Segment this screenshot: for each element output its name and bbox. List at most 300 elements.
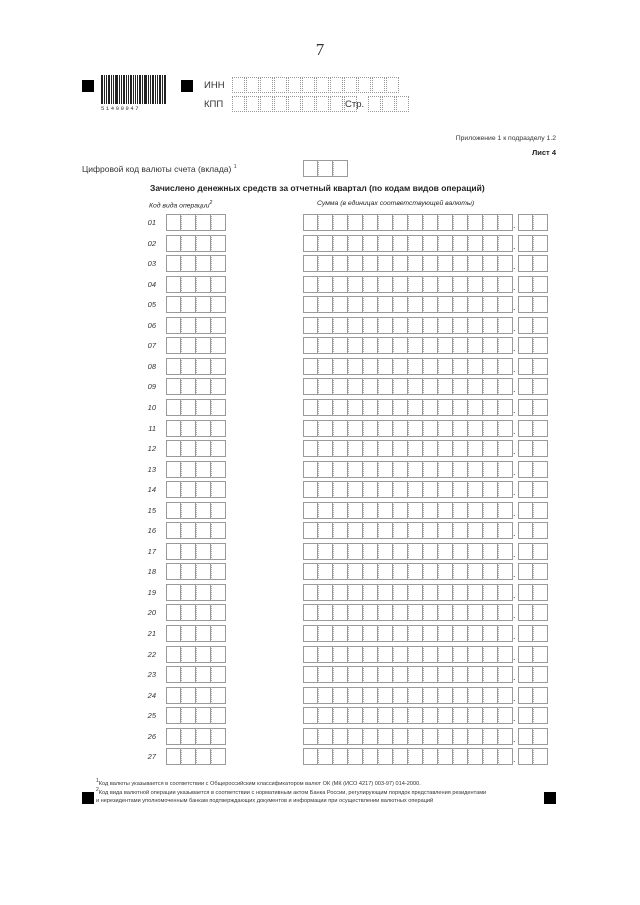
amount-integer-cell[interactable] <box>333 276 348 293</box>
amount-integer-cell[interactable] <box>423 625 438 642</box>
operation-code-field[interactable] <box>166 399 226 416</box>
amount-integer-cell[interactable] <box>408 666 423 683</box>
currency-code-field[interactable] <box>303 160 348 177</box>
inn-cell[interactable] <box>274 77 287 93</box>
amount-integer-cell[interactable] <box>318 378 333 395</box>
amount-integer-cell[interactable] <box>468 604 483 621</box>
amount-integer-cell[interactable] <box>363 255 378 272</box>
amount-integer-cell[interactable] <box>393 481 408 498</box>
amount-fraction-cell[interactable] <box>533 235 548 252</box>
amount-integer-cell[interactable] <box>348 604 363 621</box>
amount-integer-cell[interactable] <box>468 255 483 272</box>
amount-integer-cell[interactable] <box>378 522 393 539</box>
amount-fraction-field[interactable] <box>518 317 548 334</box>
amount-integer-cell[interactable] <box>408 420 423 437</box>
amount-integer-cell[interactable] <box>438 728 453 745</box>
operation-code-cell[interactable] <box>196 276 211 293</box>
amount-integer-cell[interactable] <box>438 687 453 704</box>
currency-code-cell[interactable] <box>333 160 348 177</box>
operation-code-field[interactable] <box>166 296 226 313</box>
amount-integer-cell[interactable] <box>333 399 348 416</box>
operation-code-field[interactable] <box>166 214 226 231</box>
amount-integer-cell[interactable] <box>378 604 393 621</box>
amount-integer-cell[interactable] <box>393 584 408 601</box>
amount-integer-cell[interactable] <box>378 235 393 252</box>
amount-integer-cell[interactable] <box>423 235 438 252</box>
amount-integer-cell[interactable] <box>483 481 498 498</box>
amount-integer-cell[interactable] <box>498 399 513 416</box>
amount-integer-cell[interactable] <box>303 481 318 498</box>
operation-code-cell[interactable] <box>181 604 196 621</box>
operation-code-cell[interactable] <box>181 214 196 231</box>
amount-integer-cell[interactable] <box>468 522 483 539</box>
amount-integer-cell[interactable] <box>453 728 468 745</box>
amount-integer-cell[interactable] <box>438 522 453 539</box>
operation-code-cell[interactable] <box>211 563 226 580</box>
operation-code-cell[interactable] <box>196 255 211 272</box>
kpp-cell[interactable] <box>316 96 329 112</box>
amount-integer-cell[interactable] <box>348 337 363 354</box>
amount-integer-cell[interactable] <box>378 625 393 642</box>
amount-integer-cell[interactable] <box>333 707 348 724</box>
amount-fraction-cell[interactable] <box>518 461 533 478</box>
amount-integer-cell[interactable] <box>348 563 363 580</box>
amount-integer-cell[interactable] <box>498 235 513 252</box>
operation-code-cell[interactable] <box>181 317 196 334</box>
amount-integer-cell[interactable] <box>408 358 423 375</box>
amount-integer-cell[interactable] <box>468 399 483 416</box>
inn-cell[interactable] <box>344 77 357 93</box>
amount-integer-field[interactable] <box>303 707 513 724</box>
amount-integer-cell[interactable] <box>378 276 393 293</box>
operation-code-cell[interactable] <box>166 666 181 683</box>
amount-integer-cell[interactable] <box>423 481 438 498</box>
operation-code-field[interactable] <box>166 276 226 293</box>
amount-integer-cell[interactable] <box>378 584 393 601</box>
operation-code-field[interactable] <box>166 420 226 437</box>
amount-integer-cell[interactable] <box>363 358 378 375</box>
amount-integer-cell[interactable] <box>408 481 423 498</box>
amount-fraction-cell[interactable] <box>533 563 548 580</box>
operation-code-cell[interactable] <box>181 358 196 375</box>
amount-integer-cell[interactable] <box>318 420 333 437</box>
operation-code-cell[interactable] <box>181 543 196 560</box>
amount-integer-field[interactable] <box>303 255 513 272</box>
amount-integer-cell[interactable] <box>363 317 378 334</box>
operation-code-field[interactable] <box>166 666 226 683</box>
operation-code-cell[interactable] <box>181 687 196 704</box>
amount-integer-cell[interactable] <box>378 255 393 272</box>
amount-integer-cell[interactable] <box>393 276 408 293</box>
amount-fraction-cell[interactable] <box>533 420 548 437</box>
operation-code-field[interactable] <box>166 563 226 580</box>
amount-integer-cell[interactable] <box>423 399 438 416</box>
amount-integer-cell[interactable] <box>348 543 363 560</box>
amount-integer-cell[interactable] <box>453 666 468 683</box>
amount-integer-cell[interactable] <box>408 625 423 642</box>
amount-integer-cell[interactable] <box>453 502 468 519</box>
amount-integer-cell[interactable] <box>483 666 498 683</box>
amount-integer-cell[interactable] <box>468 296 483 313</box>
operation-code-cell[interactable] <box>211 728 226 745</box>
amount-fraction-cell[interactable] <box>518 317 533 334</box>
amount-integer-cell[interactable] <box>453 399 468 416</box>
operation-code-field[interactable] <box>166 358 226 375</box>
amount-fraction-field[interactable] <box>518 296 548 313</box>
kpp-cell[interactable] <box>260 96 273 112</box>
amount-integer-field[interactable] <box>303 584 513 601</box>
amount-fraction-cell[interactable] <box>533 502 548 519</box>
operation-code-cell[interactable] <box>166 563 181 580</box>
amount-integer-cell[interactable] <box>468 420 483 437</box>
amount-integer-cell[interactable] <box>453 522 468 539</box>
amount-integer-field[interactable] <box>303 235 513 252</box>
amount-fraction-cell[interactable] <box>518 358 533 375</box>
amount-integer-cell[interactable] <box>498 543 513 560</box>
amount-fraction-field[interactable] <box>518 728 548 745</box>
amount-integer-cell[interactable] <box>498 440 513 457</box>
amount-integer-cell[interactable] <box>423 543 438 560</box>
amount-fraction-cell[interactable] <box>533 461 548 478</box>
amount-integer-field[interactable] <box>303 666 513 683</box>
operation-code-field[interactable] <box>166 481 226 498</box>
amount-integer-cell[interactable] <box>483 728 498 745</box>
inn-cell[interactable] <box>302 77 315 93</box>
amount-fraction-cell[interactable] <box>533 728 548 745</box>
amount-integer-cell[interactable] <box>453 296 468 313</box>
amount-fraction-cell[interactable] <box>533 317 548 334</box>
amount-integer-field[interactable] <box>303 625 513 642</box>
amount-integer-cell[interactable] <box>408 563 423 580</box>
amount-integer-cell[interactable] <box>318 728 333 745</box>
amount-integer-cell[interactable] <box>363 440 378 457</box>
amount-fraction-cell[interactable] <box>533 584 548 601</box>
amount-integer-cell[interactable] <box>483 543 498 560</box>
amount-integer-field[interactable] <box>303 399 513 416</box>
amount-integer-cell[interactable] <box>363 337 378 354</box>
amount-integer-cell[interactable] <box>348 707 363 724</box>
amount-integer-cell[interactable] <box>423 337 438 354</box>
amount-fraction-cell[interactable] <box>518 276 533 293</box>
currency-code-cell[interactable] <box>303 160 318 177</box>
amount-integer-cell[interactable] <box>393 625 408 642</box>
amount-integer-cell[interactable] <box>393 728 408 745</box>
amount-fraction-cell[interactable] <box>518 625 533 642</box>
amount-integer-cell[interactable] <box>498 728 513 745</box>
amount-integer-cell[interactable] <box>498 481 513 498</box>
operation-code-cell[interactable] <box>211 522 226 539</box>
amount-integer-cell[interactable] <box>303 461 318 478</box>
amount-integer-field[interactable] <box>303 378 513 395</box>
amount-integer-cell[interactable] <box>348 481 363 498</box>
amount-integer-cell[interactable] <box>363 276 378 293</box>
amount-integer-cell[interactable] <box>333 461 348 478</box>
amount-fraction-cell[interactable] <box>533 255 548 272</box>
amount-integer-cell[interactable] <box>453 707 468 724</box>
currency-code-cell[interactable] <box>318 160 333 177</box>
amount-integer-cell[interactable] <box>483 276 498 293</box>
amount-integer-cell[interactable] <box>408 317 423 334</box>
amount-integer-cell[interactable] <box>468 317 483 334</box>
operation-code-cell[interactable] <box>181 522 196 539</box>
amount-integer-cell[interactable] <box>303 748 318 765</box>
amount-fraction-cell[interactable] <box>518 604 533 621</box>
amount-integer-cell[interactable] <box>303 235 318 252</box>
amount-integer-cell[interactable] <box>423 296 438 313</box>
amount-integer-cell[interactable] <box>303 358 318 375</box>
amount-integer-cell[interactable] <box>483 604 498 621</box>
amount-integer-cell[interactable] <box>423 255 438 272</box>
amount-fraction-field[interactable] <box>518 687 548 704</box>
amount-integer-cell[interactable] <box>363 378 378 395</box>
operation-code-cell[interactable] <box>196 666 211 683</box>
operation-code-field[interactable] <box>166 378 226 395</box>
amount-integer-cell[interactable] <box>363 214 378 231</box>
amount-integer-cell[interactable] <box>303 337 318 354</box>
amount-integer-cell[interactable] <box>408 235 423 252</box>
operation-code-field[interactable] <box>166 604 226 621</box>
amount-integer-cell[interactable] <box>318 399 333 416</box>
amount-integer-cell[interactable] <box>483 420 498 437</box>
amount-integer-cell[interactable] <box>318 502 333 519</box>
inn-cell[interactable] <box>358 77 371 93</box>
amount-integer-cell[interactable] <box>363 399 378 416</box>
amount-integer-cell[interactable] <box>333 255 348 272</box>
amount-fraction-field[interactable] <box>518 584 548 601</box>
amount-integer-cell[interactable] <box>363 522 378 539</box>
amount-integer-cell[interactable] <box>408 707 423 724</box>
kpp-field[interactable] <box>232 96 358 112</box>
operation-code-cell[interactable] <box>211 748 226 765</box>
amount-integer-cell[interactable] <box>423 666 438 683</box>
amount-integer-cell[interactable] <box>333 563 348 580</box>
amount-integer-cell[interactable] <box>498 625 513 642</box>
operation-code-cell[interactable] <box>211 461 226 478</box>
amount-integer-cell[interactable] <box>438 214 453 231</box>
amount-integer-cell[interactable] <box>483 646 498 663</box>
amount-integer-field[interactable] <box>303 748 513 765</box>
operation-code-cell[interactable] <box>211 399 226 416</box>
operation-code-cell[interactable] <box>166 481 181 498</box>
amount-integer-cell[interactable] <box>468 502 483 519</box>
amount-integer-cell[interactable] <box>453 214 468 231</box>
amount-integer-cell[interactable] <box>333 646 348 663</box>
amount-integer-cell[interactable] <box>363 584 378 601</box>
amount-integer-cell[interactable] <box>333 502 348 519</box>
amount-fraction-field[interactable] <box>518 625 548 642</box>
operation-code-cell[interactable] <box>166 276 181 293</box>
operation-code-field[interactable] <box>166 748 226 765</box>
amount-integer-cell[interactable] <box>348 378 363 395</box>
operation-code-cell[interactable] <box>196 358 211 375</box>
amount-integer-cell[interactable] <box>318 604 333 621</box>
page-cell[interactable] <box>396 96 409 112</box>
amount-fraction-field[interactable] <box>518 440 548 457</box>
operation-code-cell[interactable] <box>196 646 211 663</box>
amount-integer-cell[interactable] <box>438 337 453 354</box>
amount-integer-cell[interactable] <box>438 748 453 765</box>
amount-integer-cell[interactable] <box>453 255 468 272</box>
operation-code-cell[interactable] <box>196 748 211 765</box>
amount-integer-cell[interactable] <box>348 502 363 519</box>
amount-integer-cell[interactable] <box>423 522 438 539</box>
amount-integer-cell[interactable] <box>453 625 468 642</box>
amount-integer-cell[interactable] <box>453 317 468 334</box>
amount-integer-cell[interactable] <box>483 399 498 416</box>
operation-code-field[interactable] <box>166 235 226 252</box>
amount-fraction-cell[interactable] <box>533 707 548 724</box>
amount-fraction-cell[interactable] <box>518 420 533 437</box>
amount-integer-cell[interactable] <box>438 317 453 334</box>
operation-code-cell[interactable] <box>196 317 211 334</box>
amount-integer-cell[interactable] <box>378 707 393 724</box>
amount-integer-field[interactable] <box>303 317 513 334</box>
amount-integer-cell[interactable] <box>438 666 453 683</box>
inn-cell[interactable] <box>232 77 245 93</box>
operation-code-cell[interactable] <box>196 399 211 416</box>
operation-code-cell[interactable] <box>211 646 226 663</box>
operation-code-field[interactable] <box>166 543 226 560</box>
amount-integer-cell[interactable] <box>423 728 438 745</box>
operation-code-cell[interactable] <box>196 522 211 539</box>
amount-integer-cell[interactable] <box>348 687 363 704</box>
amount-integer-cell[interactable] <box>453 420 468 437</box>
amount-fraction-field[interactable] <box>518 502 548 519</box>
operation-code-field[interactable] <box>166 522 226 539</box>
operation-code-cell[interactable] <box>181 563 196 580</box>
amount-integer-cell[interactable] <box>303 522 318 539</box>
amount-integer-cell[interactable] <box>438 276 453 293</box>
amount-integer-cell[interactable] <box>378 420 393 437</box>
amount-fraction-field[interactable] <box>518 378 548 395</box>
operation-code-cell[interactable] <box>211 666 226 683</box>
amount-integer-cell[interactable] <box>348 728 363 745</box>
amount-integer-cell[interactable] <box>393 337 408 354</box>
amount-integer-cell[interactable] <box>483 563 498 580</box>
amount-integer-cell[interactable] <box>453 378 468 395</box>
operation-code-cell[interactable] <box>211 502 226 519</box>
amount-integer-cell[interactable] <box>483 461 498 478</box>
amount-integer-cell[interactable] <box>303 584 318 601</box>
amount-integer-cell[interactable] <box>408 646 423 663</box>
amount-integer-cell[interactable] <box>378 748 393 765</box>
operation-code-cell[interactable] <box>211 255 226 272</box>
amount-fraction-cell[interactable] <box>533 296 548 313</box>
amount-integer-cell[interactable] <box>483 317 498 334</box>
amount-integer-cell[interactable] <box>453 276 468 293</box>
amount-integer-cell[interactable] <box>303 563 318 580</box>
amount-integer-cell[interactable] <box>333 214 348 231</box>
amount-integer-cell[interactable] <box>363 420 378 437</box>
amount-integer-cell[interactable] <box>333 235 348 252</box>
amount-fraction-cell[interactable] <box>533 378 548 395</box>
operation-code-cell[interactable] <box>181 399 196 416</box>
operation-code-cell[interactable] <box>181 666 196 683</box>
amount-fraction-cell[interactable] <box>533 687 548 704</box>
amount-integer-cell[interactable] <box>378 296 393 313</box>
inn-cell[interactable] <box>386 77 399 93</box>
amount-fraction-field[interactable] <box>518 563 548 580</box>
amount-integer-cell[interactable] <box>303 625 318 642</box>
amount-integer-cell[interactable] <box>453 646 468 663</box>
amount-integer-cell[interactable] <box>468 461 483 478</box>
amount-integer-cell[interactable] <box>453 481 468 498</box>
amount-integer-cell[interactable] <box>303 707 318 724</box>
operation-code-cell[interactable] <box>181 440 196 457</box>
operation-code-cell[interactable] <box>196 604 211 621</box>
amount-fraction-cell[interactable] <box>518 543 533 560</box>
amount-fraction-field[interactable] <box>518 748 548 765</box>
amount-integer-field[interactable] <box>303 728 513 745</box>
amount-integer-cell[interactable] <box>348 522 363 539</box>
amount-fraction-cell[interactable] <box>533 481 548 498</box>
amount-integer-cell[interactable] <box>318 666 333 683</box>
amount-integer-field[interactable] <box>303 276 513 293</box>
amount-integer-cell[interactable] <box>453 563 468 580</box>
operation-code-cell[interactable] <box>211 584 226 601</box>
amount-integer-cell[interactable] <box>333 337 348 354</box>
amount-integer-cell[interactable] <box>348 420 363 437</box>
amount-fraction-cell[interactable] <box>518 707 533 724</box>
operation-code-cell[interactable] <box>196 296 211 313</box>
amount-integer-cell[interactable] <box>498 502 513 519</box>
operation-code-cell[interactable] <box>166 440 181 457</box>
amount-fraction-cell[interactable] <box>533 604 548 621</box>
amount-integer-cell[interactable] <box>423 420 438 437</box>
amount-integer-cell[interactable] <box>318 296 333 313</box>
amount-integer-cell[interactable] <box>453 235 468 252</box>
operation-code-cell[interactable] <box>166 461 181 478</box>
amount-integer-cell[interactable] <box>423 687 438 704</box>
amount-integer-cell[interactable] <box>483 584 498 601</box>
amount-fraction-field[interactable] <box>518 666 548 683</box>
amount-integer-cell[interactable] <box>468 378 483 395</box>
amount-integer-cell[interactable] <box>438 707 453 724</box>
amount-fraction-field[interactable] <box>518 358 548 375</box>
operation-code-field[interactable] <box>166 707 226 724</box>
amount-integer-cell[interactable] <box>303 543 318 560</box>
amount-integer-cell[interactable] <box>318 687 333 704</box>
operation-code-cell[interactable] <box>181 625 196 642</box>
amount-integer-cell[interactable] <box>348 214 363 231</box>
amount-integer-cell[interactable] <box>498 584 513 601</box>
operation-code-cell[interactable] <box>196 337 211 354</box>
amount-integer-cell[interactable] <box>378 666 393 683</box>
amount-integer-cell[interactable] <box>348 440 363 457</box>
amount-integer-cell[interactable] <box>303 296 318 313</box>
operation-code-cell[interactable] <box>211 543 226 560</box>
operation-code-cell[interactable] <box>196 461 211 478</box>
amount-fraction-cell[interactable] <box>518 502 533 519</box>
operation-code-cell[interactable] <box>181 296 196 313</box>
amount-integer-cell[interactable] <box>438 420 453 437</box>
amount-integer-cell[interactable] <box>468 337 483 354</box>
amount-integer-cell[interactable] <box>438 584 453 601</box>
amount-fraction-cell[interactable] <box>533 625 548 642</box>
operation-code-cell[interactable] <box>166 255 181 272</box>
amount-integer-cell[interactable] <box>423 707 438 724</box>
amount-integer-cell[interactable] <box>348 646 363 663</box>
amount-integer-cell[interactable] <box>333 625 348 642</box>
amount-fraction-cell[interactable] <box>533 358 548 375</box>
amount-integer-cell[interactable] <box>483 235 498 252</box>
amount-fraction-cell[interactable] <box>518 296 533 313</box>
amount-integer-field[interactable] <box>303 646 513 663</box>
amount-fraction-cell[interactable] <box>533 748 548 765</box>
amount-integer-cell[interactable] <box>408 502 423 519</box>
amount-integer-cell[interactable] <box>333 543 348 560</box>
operation-code-cell[interactable] <box>166 214 181 231</box>
